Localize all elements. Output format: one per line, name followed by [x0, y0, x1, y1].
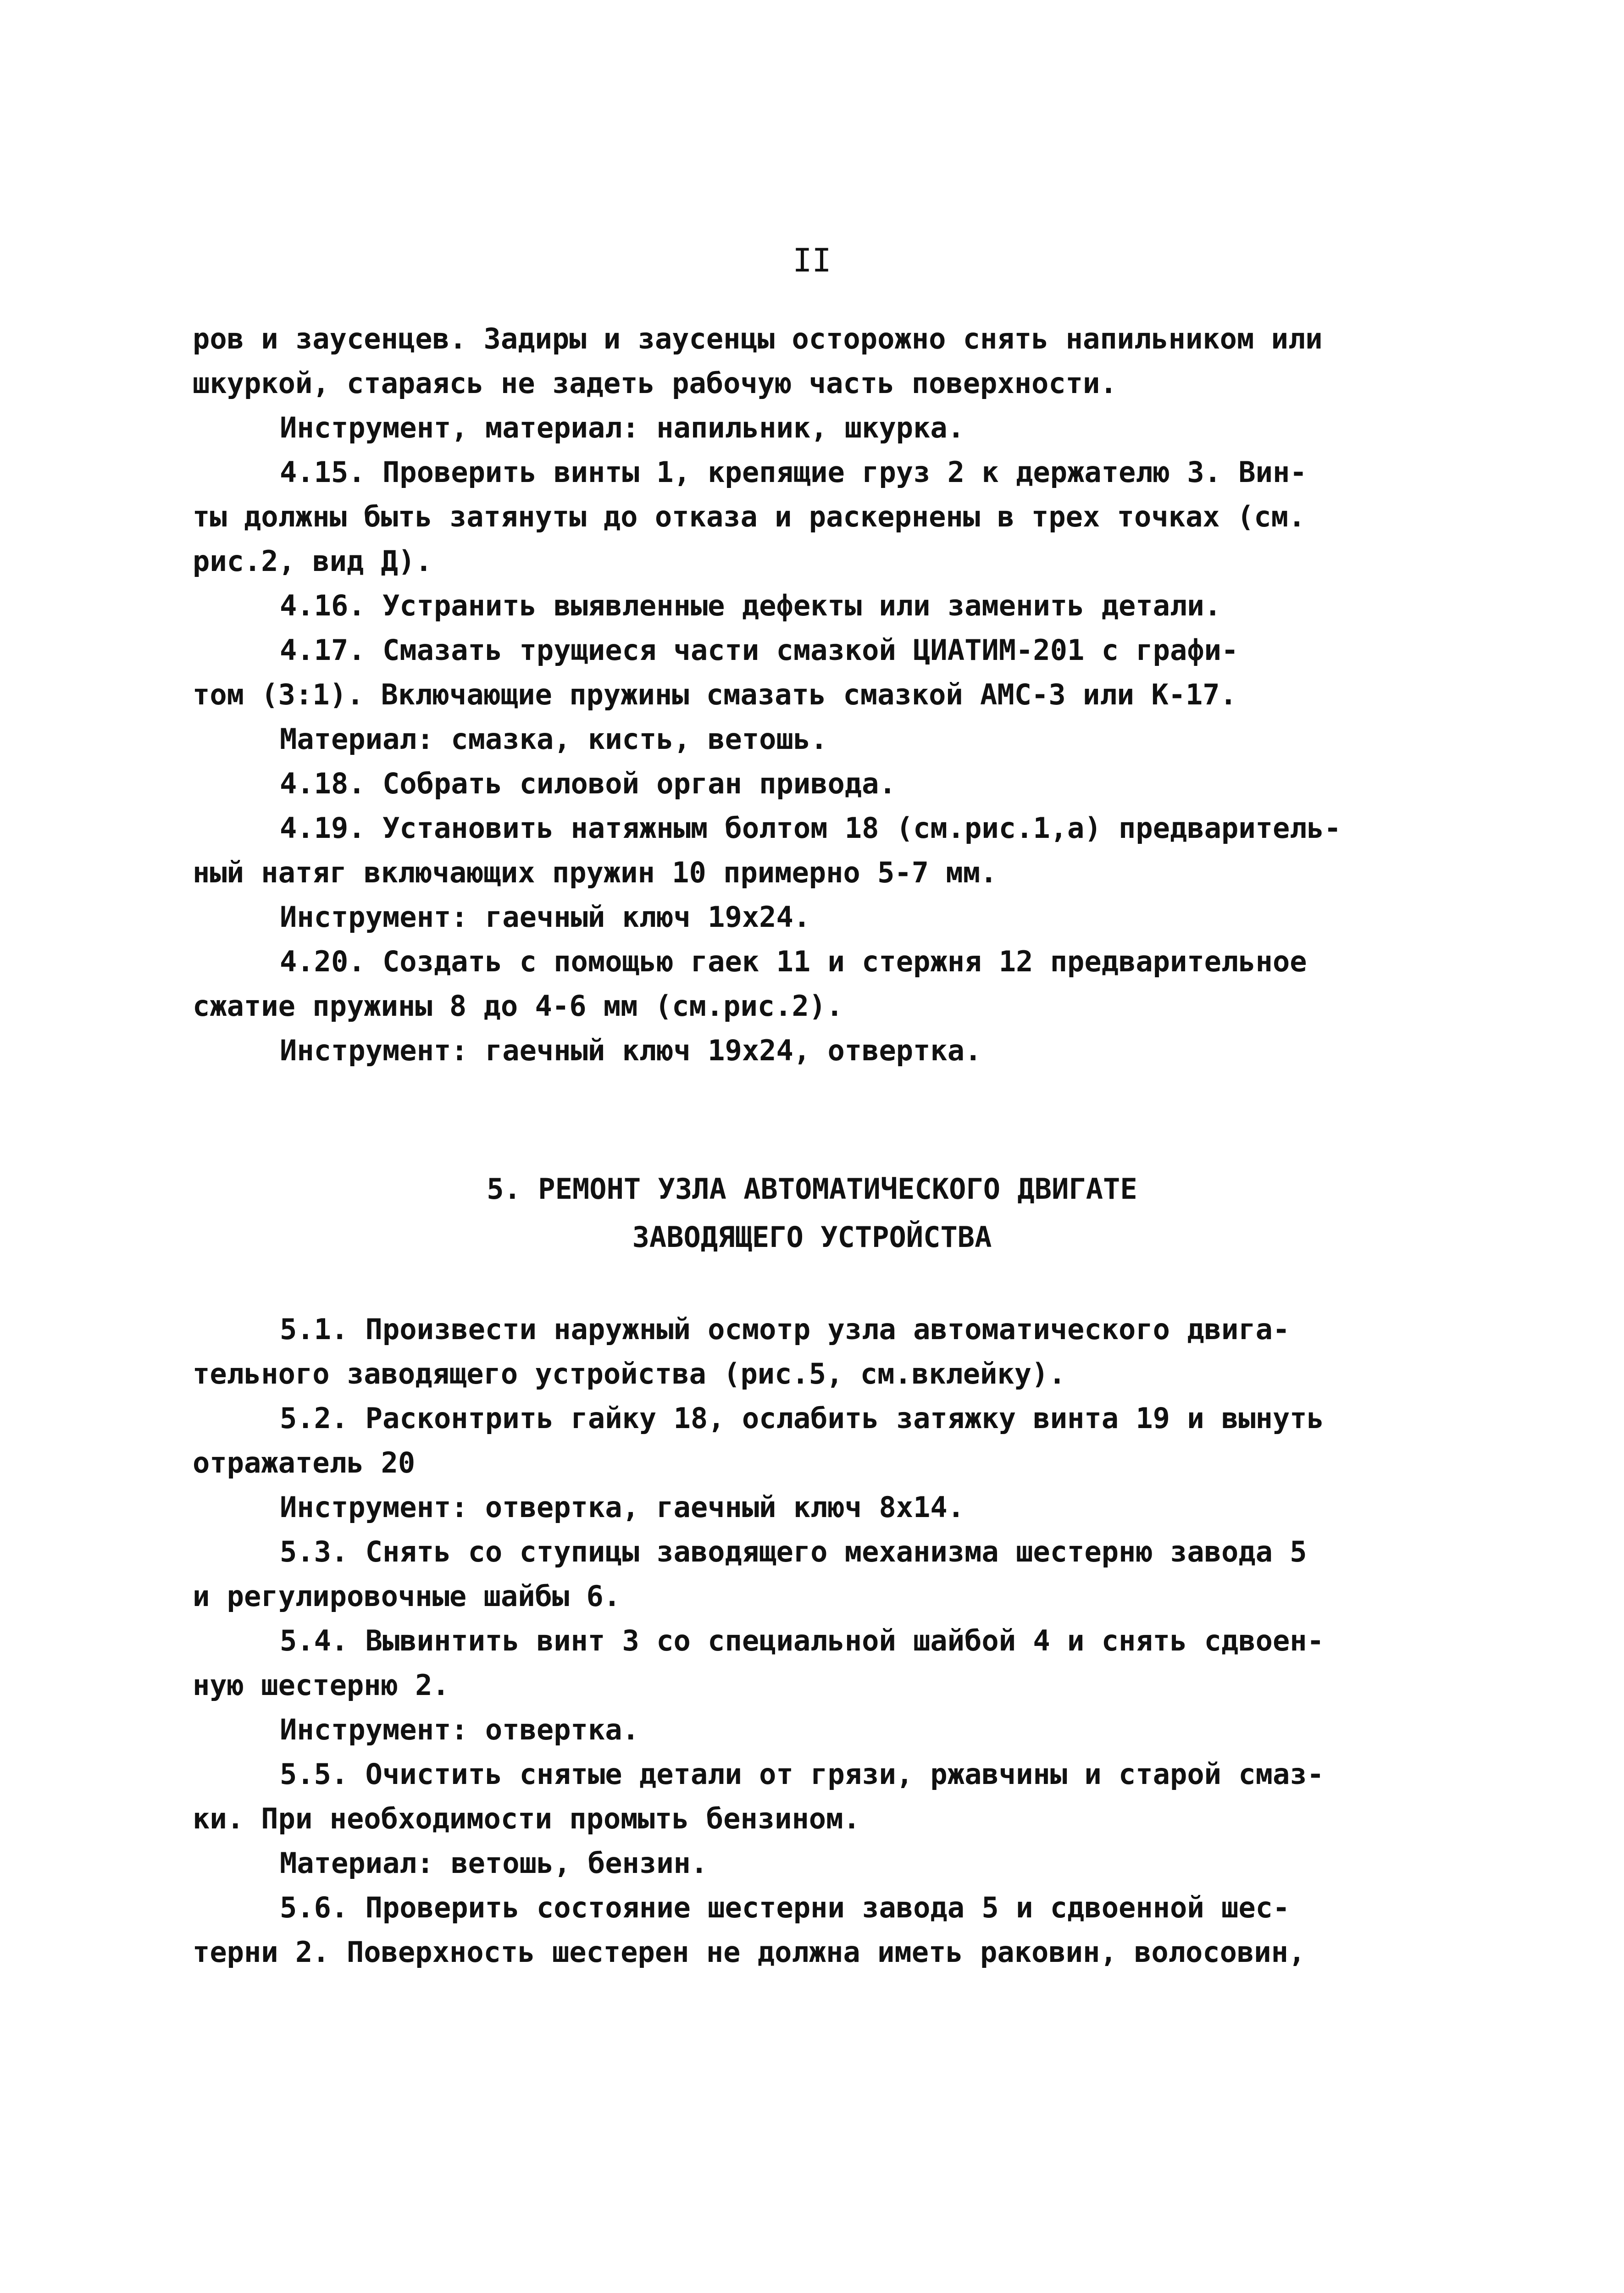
text-line: ты должны быть затянуты до отказа и раскернены в трех точках (см.	[193, 500, 1306, 533]
text-line: терни 2. Поверхность шестерен не должна иметь раковин, волосовин,	[193, 1935, 1306, 1969]
text-line: Инструмент: гаечный ключ 19х24.	[280, 900, 811, 934]
text-line: Инструмент: отвертка, гаечный ключ 8х14.	[280, 1490, 965, 1524]
text-line: 4.20. Создать с помощью гаек 11 и стержня 12 предварительное	[280, 945, 1307, 978]
section-5-heading	[0, 1165, 1624, 1261]
text-line: и регулировочные шайбы 6.	[193, 1579, 621, 1613]
text-line: 5.5. Очистить снятые детали от грязи, ржавчины и старой смаз-	[280, 1757, 1324, 1791]
text-line: тельного заводящего устройства (рис.5, см.вклейку).	[193, 1357, 1066, 1390]
text-line: Материал: смазка, кисть, ветошь.	[280, 722, 828, 756]
section-4-text	[193, 316, 1431, 1073]
text-line: рис.2, вид Д).	[193, 544, 432, 578]
section-5-text	[193, 1307, 1431, 1974]
text-line: 4.19. Установить натяжным болтом 18 (см.рис.1,а) предваритель-	[280, 811, 1341, 845]
text-line: 5.1. Произвести наружный осмотр узла автоматического двига-	[280, 1313, 1290, 1346]
heading-line-1: 5. РЕМОНТ УЗЛА АВТОМАТИЧЕСКОГО ДВИГАТЕ	[487, 1172, 1137, 1206]
text-line: 5.4. Вывинтить винт 3 со специальной шайбой 4 и снять сдвоен-	[280, 1624, 1324, 1657]
text-line: 5.2. Расконтрить гайку 18, ослабить затяжку винта 19 и вынуть	[280, 1401, 1324, 1435]
text-line: 4.15. Проверить винты 1, крепящие груз 2 к держателю 3. Вин-	[280, 455, 1307, 489]
text-line: том (3:1). Включающие пружины смазать смазкой АМС-3 или К-17.	[193, 678, 1237, 711]
text-line: Инструмент, материал: напильник, шкурка.	[280, 411, 965, 444]
heading-line-2: ЗАВОДЯЩЕГО УСТРОЙСТВА	[632, 1220, 992, 1254]
text-line: шкуркой, стараясь не задеть рабочую часть поверхности.	[193, 366, 1117, 400]
text-line: 4.17. Смазать трущиеся части смазкой ЦИАТИМ-201 с графи-	[280, 633, 1239, 667]
text-line: 5.6. Проверить состояние шестерни завода 5 и сдвоенной шес-	[280, 1891, 1290, 1924]
text-line: ную шестерню 2.	[193, 1668, 449, 1702]
text-line: 5.3. Снять со ступицы заводящего механизма шестерню завода 5	[280, 1535, 1307, 1568]
text-line: ки. При необходимости промыть бензином.	[193, 1802, 860, 1835]
text-line: ный натяг включающих пружин 10 примерно 5-7 мм.	[193, 856, 998, 889]
text-line: Инструмент: отвертка.	[280, 1713, 639, 1746]
page-number: II	[793, 242, 831, 279]
text-line: сжатие пружины 8 до 4-6 мм (см.рис.2).	[193, 989, 843, 1023]
text-line: отражатель 20	[193, 1446, 416, 1479]
text-line: Инструмент: гаечный ключ 19х24, отвертка.	[280, 1034, 982, 1067]
text-line: Материал: ветошь, бензин.	[280, 1846, 708, 1880]
text-line: 4.18. Собрать силовой орган привода.	[280, 767, 896, 800]
text-line: 4.16. Устранить выявленные дефекты или заменить детали.	[280, 589, 1221, 622]
text-line: ров и заусенцев. Задиры и заусенцы осторожно снять напильником или	[193, 322, 1323, 355]
